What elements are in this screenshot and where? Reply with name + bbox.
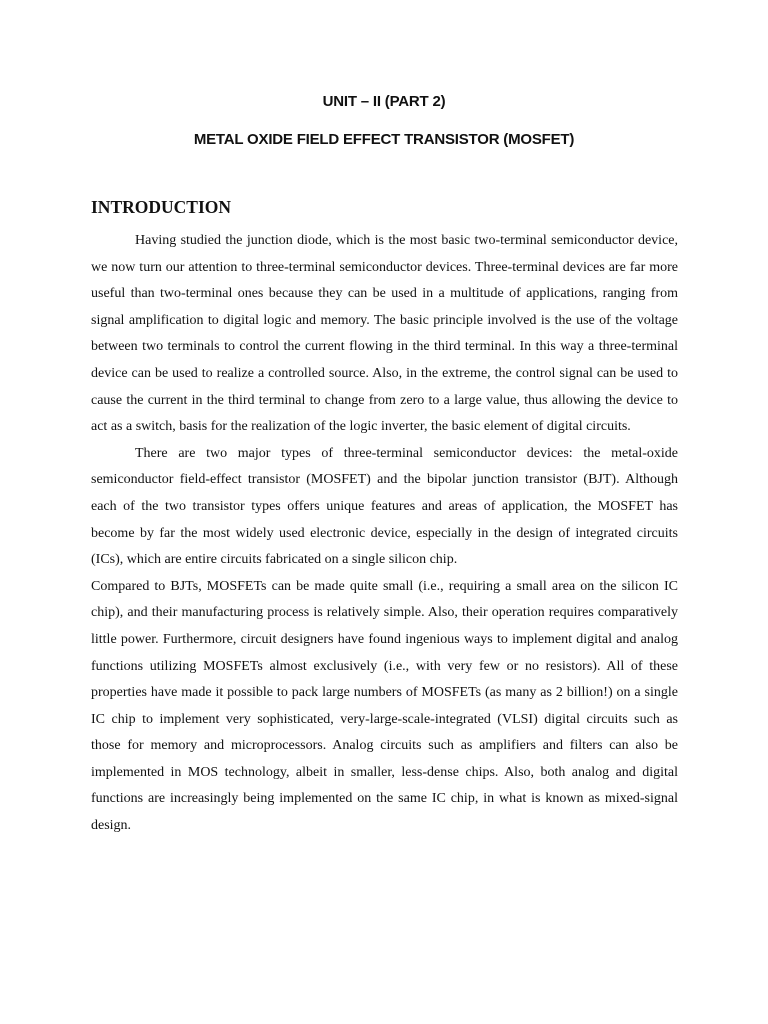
paragraph-transistor-types: There are two major types of three-terminal semiconductor devices: the metal-oxide semiconductor field-effect transistor (MOSFET) and the bipolar junction transistor (BJT). Although each of the two transistor types offers unique features and areas of application, the MOSFET has become by far the most widely used electronic device, especially in the design of integrated circuits (ICs), which are entire circuits fabricated on a single silicon chip. [91,445,678,568]
paragraph-junction-diode: Having studied the junction diode, which is the most basic two-terminal semiconductor device, we now turn our attention to three-terminal semiconductor devices. Three-terminal devices are far more useful than two-terminal ones because they can be used in a multitude of applications, ranging from signal amplification to digital logic and memory. The basic principle involved is the use of the voltage between two terminals to control the current flowing in the third terminal. In this way a three-terminal device can be used to realize a controlled source. Also, in the extreme, the control signal can be used to cause the current in the third terminal to change from zero to a large value, thus allowing the device to act as a switch, basis for the realization of the logic inverter, the basic element of digital circuits. [91,233,678,435]
paragraph-mosfet-advantages: Compared to BJTs, MOSFETs can be made quite small (i.e., requiring a small area on the silicon IC chip), and their manufacturing process is relatively simple. Also, their operation requires comparatively little power. Furthermore, circuit designers have found ingenious ways to implement digital and analog functions utilizing MOSFETs almost exclusively (i.e., with very few or no resistors). All of these properties have made it possible to pack large numbers of MOSFETs (as many as 2 billion!) on a single IC chip to implement very sophisticated, very-large-scale-integrated (VLSI) digital circuits such as those for memory and microprocessors. Analog circuits such as amplifiers and filters can also be implemented in MOS technology, albeit in smaller, less-dense chips. Also, both analog and digital functions are increasingly being implemented on the same IC chip, in what is known as mixed-signal design. [91,578,678,834]
unit-title: UNIT – II (PART 2) [322,93,446,110]
introduction-body [91,228,678,840]
section-heading-introduction: INTRODUCTION [91,197,232,217]
document-title: METAL OXIDE FIELD EFFECT TRANSISTOR (MOSFET) [193,131,575,148]
